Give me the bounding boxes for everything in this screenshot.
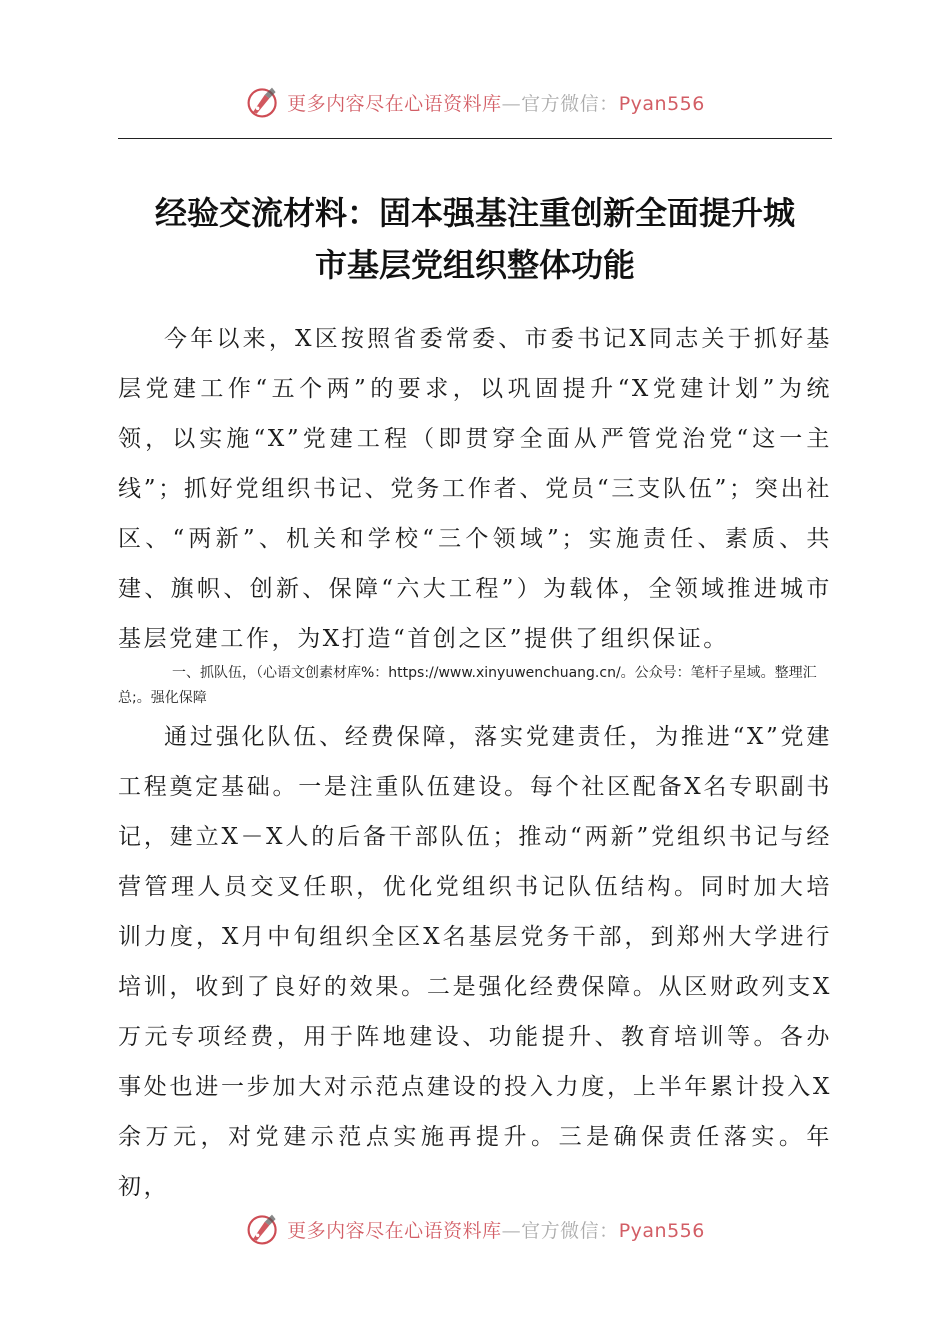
header-divider <box>118 138 832 139</box>
pen-nib-logo-icon <box>245 84 281 120</box>
header-wechat-id: Pyan556 <box>618 92 705 115</box>
title-line-2: 市基层党组织整体功能 <box>314 246 635 284</box>
header-wechat-label: 官方微信： <box>521 92 619 115</box>
document-title <box>118 187 832 291</box>
section-heading-note-text: 一、抓队伍，（心语文创素材库%：https://www.xinyuwenchuang.cn/。公众号：笔杆子星域。整理汇总;。强化保障 <box>118 665 817 706</box>
footer-banner-separator: — <box>501 1219 522 1242</box>
footer-banner-text <box>287 1216 705 1243</box>
header-banner-text <box>287 89 705 116</box>
header-banner-separator: — <box>501 92 522 115</box>
pen-nib-logo-icon <box>245 1211 281 1247</box>
title-line-1: 经验交流材料：固本强基注重创新全面提升城 <box>154 194 795 232</box>
footer-wechat-id: Pyan556 <box>618 1219 705 1242</box>
footer-wechat-label: 官方微信： <box>521 1219 619 1242</box>
paragraph-intro: 今年以来，X区按照省委常委、市委书记X同志关于抓好基层党建工作“五个两”的要求，以巩固提升“X党建计划”为统领，以实施“X”党建工程（即贯穿全面从严管党治党“这一主线”；抓好党组织书记、党务工作者、党员“三支队伍”；突出社区、“两新”、机关和学校“三个领域”；实施责任、素质、共建、旗帜、创新、保障“六大工程”）为载体，全领域推进城市基层党建工作，为X打造“首创之区”提供了组织保证。 <box>118 326 832 652</box>
header-banner-slogan: 更多内容尽在心语资料库 <box>287 92 502 115</box>
paragraph-team-building: 通过强化队伍、经费保障，落实党建责任，为推进“X”党建工程奠定基础。一是注重队伍建设。每个社区配备X名专职副书记，建立X－X人的后备干部队伍；推动“两新”党组织书记与经营管理人员交叉任职，优化党组织书记队伍结构。同时加大培训力度，X月中旬组织全区X名基层党务干部，到郑州大学进行培训，收到了良好的效果。二是强化经费保障。从区财政列支X万元专项经费，用于阵地建设、功能提升、教育培训等。各办事处也进一步加大对示范点建设的投入力度，上半年累计投入X余万元，对党建示范点实施再提升。三是确保责任落实。年初， <box>118 724 832 1200</box>
footer-banner-slogan: 更多内容尽在心语资料库 <box>287 1219 502 1242</box>
footer-banner <box>0 1207 950 1251</box>
section-heading-note <box>118 661 832 711</box>
header-banner <box>0 80 950 124</box>
